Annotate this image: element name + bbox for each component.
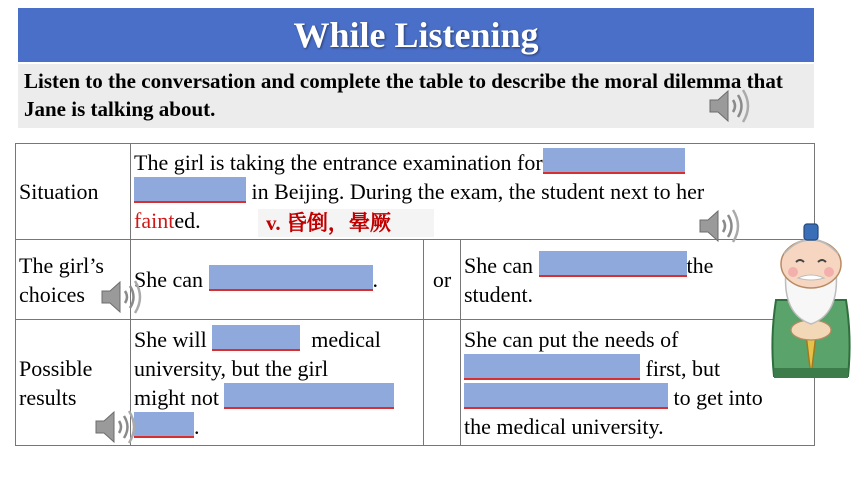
- or-spacer: [424, 320, 461, 446]
- or-separator: or: [424, 240, 461, 320]
- result-left-l1-suffix: medical: [311, 326, 381, 352]
- speaker-icon[interactable]: [92, 407, 138, 447]
- choice-right-suffix: the: [686, 252, 714, 278]
- answer-blank-situation-b[interactable]: [134, 177, 246, 203]
- result-right-l2-suffix: first, but: [645, 355, 721, 381]
- result-left-l2: university, but the girl: [134, 355, 329, 381]
- situation-text-1: The girl is taking the entrance examination for: [134, 150, 543, 175]
- choices-label-2: choices: [19, 281, 85, 307]
- answer-blank-result-right-a[interactable]: [464, 354, 640, 380]
- answer-blank-situation-a[interactable]: [543, 148, 685, 174]
- result-right-l4: the medical university.: [464, 413, 664, 439]
- result-left-l4: .: [194, 413, 200, 439]
- faint-word: faint: [134, 208, 175, 233]
- results-label-2: results: [19, 384, 77, 410]
- results-label-1: Possible: [19, 355, 93, 381]
- slide-title: While Listening: [18, 8, 814, 62]
- instruction-box: [18, 64, 814, 128]
- result-left-cell: [131, 320, 424, 446]
- speaker-icon[interactable]: [98, 277, 144, 317]
- definition-popup: v. 昏倒，晕厥: [258, 209, 434, 237]
- speaker-icon[interactable]: [696, 206, 742, 246]
- answer-blank-result-left-c[interactable]: [134, 412, 194, 438]
- instruction-text: Listen to the conversation and complete the table to describe the moral dilemma that Jane is talking about.: [24, 69, 783, 121]
- result-right-l1: She can put the needs of: [464, 326, 679, 352]
- speaker-icon[interactable]: [706, 86, 752, 126]
- choice-right-line2: student.: [464, 281, 534, 307]
- result-left-l1-prefix: She will: [134, 326, 207, 352]
- answer-blank-choice-right[interactable]: [539, 251, 687, 277]
- confucius-figure: [762, 218, 860, 382]
- answer-blank-choice-left[interactable]: [209, 265, 373, 291]
- answer-blank-result-left-a[interactable]: [212, 325, 300, 351]
- choice-left-suffix: .: [372, 267, 379, 292]
- choices-label-1: The girl’s: [19, 252, 104, 278]
- answer-blank-result-right-b[interactable]: [464, 383, 668, 409]
- situation-label: Situation: [16, 144, 131, 240]
- answer-blank-result-left-b[interactable]: [224, 383, 394, 409]
- result-left-l3-prefix: might not: [134, 384, 219, 410]
- faint-suffix: ed.: [174, 208, 201, 233]
- result-right-l3-suffix: to get into: [673, 384, 763, 410]
- choice-right-prefix: She can: [464, 252, 534, 278]
- situation-text-2: in Beijing. During the exam, the student next to her: [251, 179, 705, 204]
- choice-left-cell: [131, 240, 424, 320]
- choice-left-prefix: She can: [134, 267, 204, 292]
